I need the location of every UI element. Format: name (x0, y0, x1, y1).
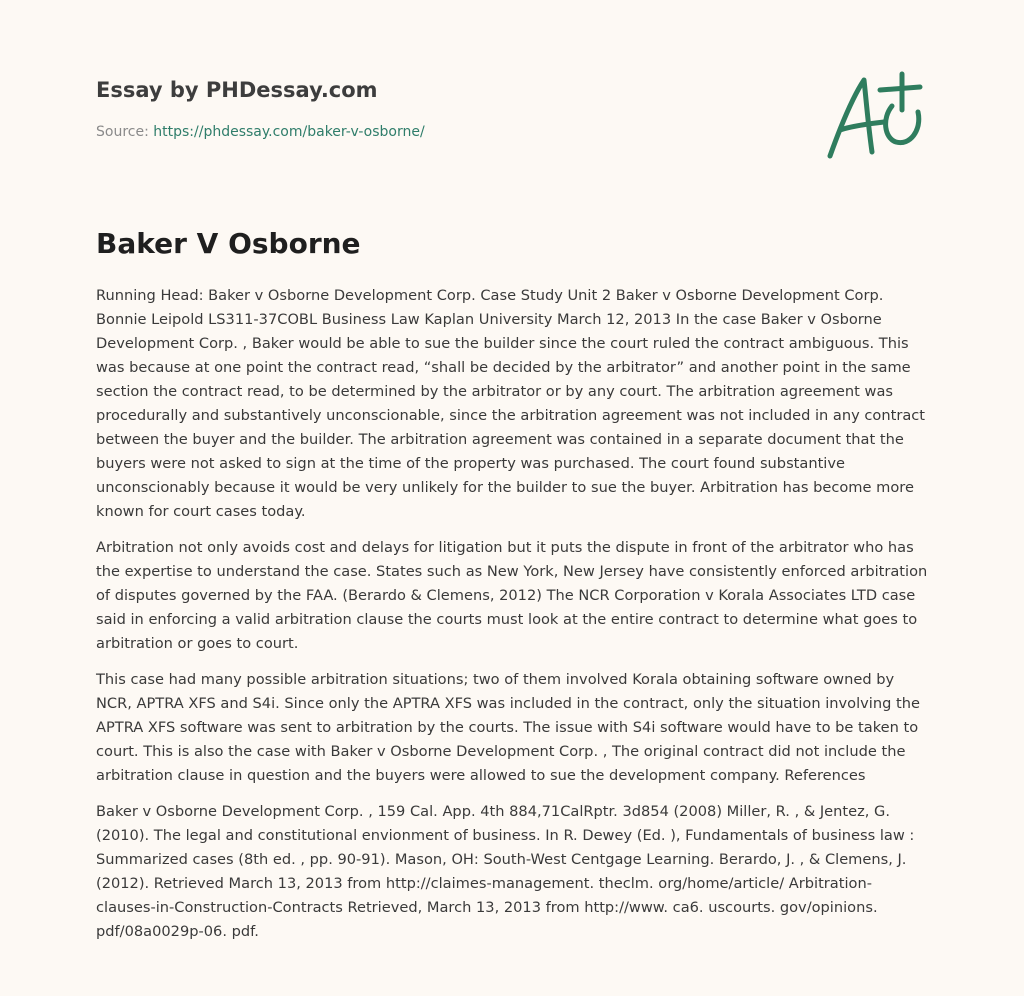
source-label: Source: (96, 124, 154, 140)
page-header (96, 76, 425, 142)
brand-title: Essay by PHDessay.com (96, 78, 378, 102)
article-body (96, 284, 928, 956)
source-line (96, 122, 425, 142)
references-paragraph: Baker v Osborne Development Corp. , 159 Cal. App. 4th 884,71CalRptr. 3d854 (2008) Miller, R. , & Jentez, G. (2010). The legal and constitutional envionment of business. In R. Dewey (Ed. ), Fundamentals of business law : Summarized cases (8th ed. , pp. 90-91). Mason, OH: South-West Centgage Learning. Berardo, J. , & Clemens, J. (2012). Retrieved March 13, 2013 from http://claimes-management. theclm. org/home/article/ Arbitration-clauses-in-Construction-Contracts Retrieved, March 13, 2013 from http://www. ca6. uscourts. gov/opinions. pdf/08a0029p-06. pdf. (96, 803, 915, 940)
paragraph: Arbitration not only avoids cost and delays for litigation but it puts the dispute in front of the arbitrator who has the expertise to understand the case. States such as New York, New Jersey have consistently enforced arbitration of disputes governed by the FAA. (Berardo & Clemens, 2012) The NCR Corporation v Korala Associates LTD case said in enforcing a valid arbitration clause the courts must look at the entire contract to determine what goes to arbitration or goes to court. (96, 539, 928, 652)
a-plus-logo-icon (822, 68, 926, 164)
source-link[interactable]: https://phdessay.com/baker-v-osborne/ (153, 124, 425, 140)
paragraph: This case had many possible arbitration situations; two of them involved Korala obtaining software owned by NCR, APTRA XFS and S4i. Since only the APTRA XFS was included in the contract, only the situation involving the APTRA XFS software was sent to arbitration by the courts. The issue with S4i software would have to be taken to court. This is also the case with Baker v Osborne Development Corp. , The original contract did not include the arbitration clause in question and the buyers were allowed to sue the development company. References (96, 671, 920, 784)
paragraph: Running Head: Baker v Osborne Development Corp. Case Study Unit 2 Baker v Osborne Development Corp. Bonnie Leipold LS311-37COBL Business Law Kaplan University March 12, 2013 In the case Baker v Osborne Development Corp. , Baker would be able to sue the builder since the court ruled the contract ambiguous. This was because at one point the contract read, “shall be decided by the arbitrator” and another point in the same section the contract read, to be determined by the arbitrator or by any court. The arbitration agreement was procedurally and substantively unconscionable, since the arbitration agreement was not included in any contract between the buyer and the builder. The arbitration agreement was contained in a separate document that the buyers were not asked to sign at the time of the property was purchased. The court found substantive unconscionably because it would be very unlikely for the builder to sue the buyer. Arbitration has become more known for court cases today. (96, 287, 926, 520)
article-title: Baker V Osborne (96, 227, 361, 260)
